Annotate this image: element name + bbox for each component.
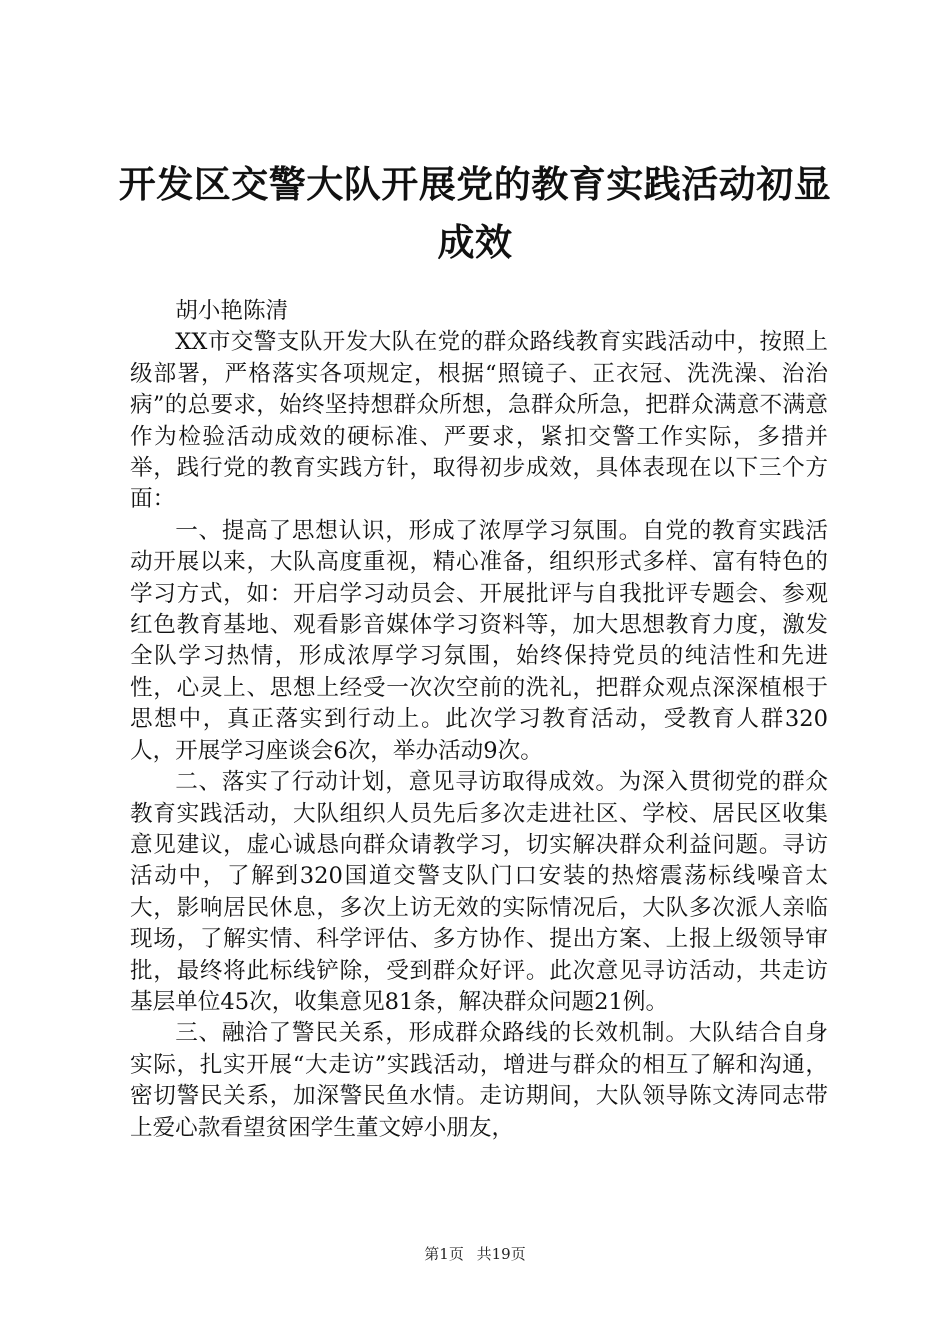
document-title: 开发区交警大队开展党的教育实践活动初显成效	[118, 163, 832, 264]
paragraph-section-2: 二、落实了行动计划，意见寻访取得成效。为深入贯彻党的群众教育实践活动，大队组织人员先后多次走进社区、学校、居民区收集意见建议，虚心诚恳向群众请教学习，切实解决群众利益问题。寻访活动中，了解到320国道交警支队门口安装的热熔震荡标线噪音太大，影响居民休息，多次上访无效的实际情况后，大队多次派人亲临现场，了解实情、科学评估、多方协作、提出方案、上报上级领导审批，最终将此标线铲除，受到群众好评。此次意见寻访活动，共走访基层单位45次，收集意见81条，解决群众问题21例。	[130, 769, 828, 1015]
author-line: 胡小艳陈清	[175, 298, 289, 324]
paragraph-intro: XX市交警支队开发大队在党的群众路线教育实践活动中，按照上级部署，严格落实各项规定，根据“照镜子、正衣冠、洗洗澡、治治病”的总要求，始终坚持想群众所想，急群众所急，把群众满意不满意作为检验活动成效的硬标准、严要求，紧扣交警工作实际，多措并举，践行党的教育实践方针，取得初步成效，具体表现在以下三个方面：	[130, 329, 828, 513]
page-number-current: 第1页	[424, 1245, 464, 1263]
document-body	[130, 296, 828, 1144]
page-footer	[0, 1244, 950, 1264]
page-number-total: 共19页	[476, 1245, 526, 1263]
paragraph-section-3: 三、融洽了警民关系，形成群众路线的长效机制。大队结合自身实际，扎实开展“大走访”实践活动，增进与群众的相互了解和沟通，密切警民关系，加深警民鱼水情。走访期间，大队领导陈文涛同志带上爱心款看望贫困学生董文婷小朋友，	[130, 1020, 828, 1141]
paragraph-section-1: 一、提高了思想认识，形成了浓厚学习氛围。自党的教育实践活动开展以来，大队高度重视，精心准备，组织形式多样、富有特色的学习方式，如：开启学习动员会、开展批评与自我批评专题会、参观红色教育基地、观看影音媒体学习资料等，加大思想教育力度，激发全队学习热情，形成浓厚学习氛围，始终保持党员的纯洁性和先进性，心灵上、思想上经受一次次空前的洗礼，把群众观点深深植根于思想中，真正落实到行动上。此次学习教育活动，受教育人群320人，开展学习座谈会6次，举办活动9次。	[130, 517, 828, 764]
